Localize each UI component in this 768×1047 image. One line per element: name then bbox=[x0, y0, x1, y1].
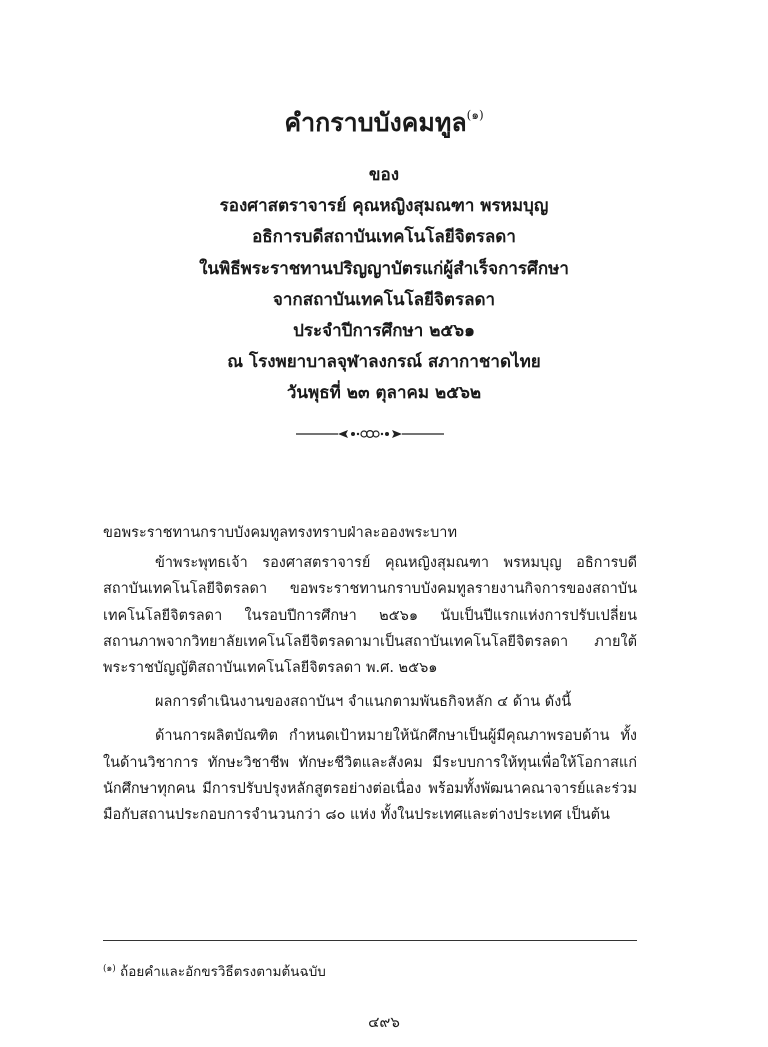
footnote-text: ถ้อยคำและอักขรวิธีตรงตามต้นฉบับ bbox=[120, 964, 326, 980]
title-footnote-mark: (๑) bbox=[466, 108, 484, 122]
heading-line: อธิการบดีสถาบันเทคโนโลยีจิตรลดา bbox=[252, 227, 516, 248]
title-text: คำกราบบังคมทูล bbox=[284, 108, 467, 137]
ornament-divider-icon bbox=[294, 424, 446, 444]
heading-line: ณ โรงพยาบาลจุฬาลงกรณ์ สภากาชาดไทย bbox=[227, 352, 541, 373]
heading-line: ของ bbox=[368, 165, 400, 185]
salutation: ขอพระราชทานกราบบังคมทูลทรงทราบฝ่าละอองพระบาท bbox=[103, 525, 458, 541]
paragraph: ด้านการผลิตบัณฑิต กำหนดเป้าหมายให้นักศึกษาเป็นผู้มีคุณภาพรอบด้าน ทั้งในด้านวิชาการ ทักษะวิชาชีพ ทักษะชีวิตและสังคม มีระบบการให้ทุนเพื่อให้โอกาสแก่นักศึกษาทุกคน มีการปรับปรุงหลักสูตรอย่างต่อเนื่อง พร้อมทั้งพัฒนาคณาจารย์และร่วมมือกับสถานประกอบการจำนวนกว่า ๘๐ แห่ง ทั้งในประเทศและต่างประเทศ เป็นต้น bbox=[103, 728, 637, 824]
heading-line: จากสถาบันเทคโนโลยีจิตรลดา bbox=[272, 289, 496, 310]
heading-line: วันพุธที่ ๒๓ ตุลาคม ๒๕๖๒ bbox=[286, 383, 482, 404]
paragraph: ข้าพระพุทธเจ้า รองศาสตราจารย์ คุณหญิงสุมณฑา พรหมบุญ อธิการบดีสถาบันเทคโนโลยีจิตรลดา ขอพระราชทานกราบบังคมทูลรายงานกิจการของสถาบันเทคโนโลยีจิตรลดา ในรอบปีการศึกษา ๒๕๖๑ นับเป็นปีแรกแห่งการปรับเปลี่ยนสถานภาพจากวิทยาลัยเทคโนโลยีจิตรลดามาเป็นสถาบันเทคโนโลยีจิตรลดา ภายใต้พระราชบัญญัติสถาบันเทคโนโลยีจิตรลดา พ.ศ. ๒๕๖๑ bbox=[103, 555, 637, 677]
heading-line: ในพิธีพระราชทานปริญญาบัตรแก่ผู้สำเร็จการศึกษา bbox=[199, 258, 569, 279]
paragraph: ผลการดำเนินงานของสถาบันฯ จำแนกตามพันธกิจหลัก ๔ ด้าน ดังนี้ bbox=[155, 694, 572, 711]
heading-line: รองศาสตราจารย์ คุณหญิงสุมณฑา พรหมบุญ bbox=[219, 196, 549, 217]
page-title bbox=[0, 98, 768, 140]
heading-line: ประจำปีการศึกษา ๒๕๖๑ bbox=[293, 320, 475, 341]
page-number: ๔๙๖ bbox=[368, 1013, 400, 1031]
footnote bbox=[103, 958, 326, 983]
footnote-mark: (๑) bbox=[103, 964, 116, 974]
body-text bbox=[103, 520, 637, 836]
heading-block bbox=[0, 160, 768, 410]
footnote-divider bbox=[103, 940, 637, 941]
